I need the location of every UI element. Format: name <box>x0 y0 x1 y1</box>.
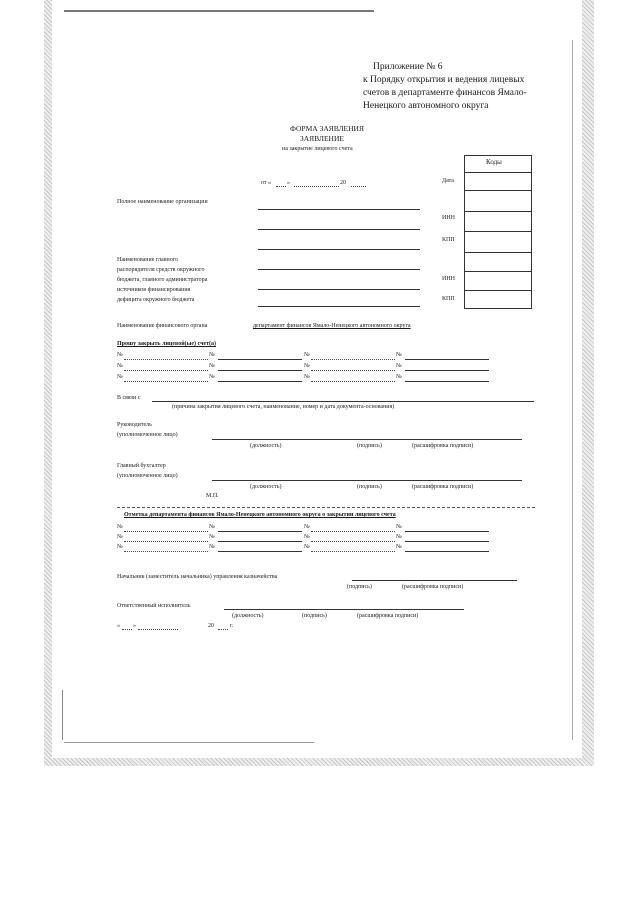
executor-signature-line[interactable] <box>224 609 464 610</box>
account-num-label: № <box>396 352 402 358</box>
treasury-caption-decoding: (расшифровка подписи) <box>402 584 464 590</box>
manager-label-2: распорядителя средств окружного <box>117 267 205 273</box>
account-num-label: № <box>209 374 215 380</box>
account-field[interactable] <box>405 381 489 382</box>
head-caption-signature: (подпись) <box>357 443 382 449</box>
account-field[interactable] <box>311 381 395 382</box>
request-title: Прошу закрыть лицевой(ые) счет(а) <box>117 341 217 347</box>
account-field[interactable] <box>405 370 489 371</box>
form-subtitle: ЗАЯВЛЕНИЕ <box>300 134 344 143</box>
mark-num-label: № <box>304 524 310 530</box>
account-field[interactable] <box>218 370 302 371</box>
accountant-signature-line[interactable] <box>212 480 522 481</box>
mark-field[interactable] <box>218 551 302 552</box>
account-num-label: № <box>304 363 310 369</box>
appendix-line-1: к Порядку открытия и ведения лицевых <box>363 75 525 85</box>
account-num-label: № <box>117 352 123 358</box>
head-signature-line[interactable] <box>212 439 522 440</box>
reason-field[interactable] <box>152 401 534 402</box>
head-caption-decoding: (расшифровка подписи) <box>412 443 474 449</box>
treasury-caption-signature: (подпись) <box>347 584 372 590</box>
kpp-code-label-2: КПП <box>442 296 455 302</box>
account-num-label: № <box>304 374 310 380</box>
manager-label-4: источников финансирования <box>117 287 191 293</box>
account-field[interactable] <box>311 359 395 360</box>
date-year: 20 <box>340 180 346 186</box>
executor-date-prefix: « <box>117 623 120 629</box>
mark-num-label: № <box>396 534 402 540</box>
account-num-label: № <box>209 352 215 358</box>
mark-num-label: № <box>209 524 215 530</box>
mark-num-label: № <box>117 544 123 550</box>
executor-caption-decoding: (расшифровка подписи) <box>357 613 419 619</box>
head-label-2: (уполномоченное лицо) <box>117 432 178 438</box>
mark-field[interactable] <box>124 531 208 532</box>
org-field-line-1[interactable] <box>258 209 420 210</box>
org-label: Полное наименование организации <box>117 199 208 205</box>
executor-date-suffix: г. <box>230 623 234 629</box>
kpp-code-label: КПП <box>442 237 455 243</box>
manager-label-5: дефицита окружного бюджета <box>117 297 195 303</box>
account-field[interactable] <box>124 381 208 382</box>
codes-header: Коды <box>486 158 502 166</box>
manager-field-line-3[interactable] <box>258 306 420 307</box>
treasury-signature-line[interactable] <box>352 580 517 581</box>
codes-table <box>464 155 532 309</box>
accountant-label-1: Главный бухгалтер <box>117 463 166 469</box>
appendix-line-3: Ненецкого автономного округа <box>363 101 489 111</box>
mark-field[interactable] <box>124 551 208 552</box>
date-mid: » <box>287 180 290 186</box>
mark-num-label: № <box>117 524 123 530</box>
bottom-edge <box>64 742 314 743</box>
mark-num-label: № <box>304 544 310 550</box>
mark-field[interactable] <box>405 541 489 542</box>
mark-num-label: № <box>396 544 402 550</box>
treasury-label: Начальник (заместитель начальника) управления казначейства <box>117 574 278 580</box>
form-title: ФОРМА ЗАЯВЛЕНИЯ <box>290 124 364 133</box>
account-field[interactable] <box>218 359 302 360</box>
reason-caption: (причина закрытия лицевого счета, наименование, номер и дата документа-основания) <box>172 404 395 410</box>
account-num-label: № <box>396 363 402 369</box>
mark-title: Отметка департамента финансов Ямало-Ненецкого автономного округа о закрытии лицевого счета <box>124 512 396 518</box>
manager-label-1: Наименование главного <box>117 257 179 263</box>
account-field[interactable] <box>405 359 489 360</box>
accountant-label-2: (уполномоченное лицо) <box>117 473 178 479</box>
mark-num-label: № <box>396 524 402 530</box>
fin-org-value: департамент финансов Ямало-Ненецкого автономного округа <box>253 323 411 329</box>
mark-num-label: № <box>209 534 215 540</box>
mark-separator <box>117 507 535 508</box>
top-edge <box>64 10 374 12</box>
executor-caption-signature: (подпись) <box>302 613 327 619</box>
mark-num-label: № <box>304 534 310 540</box>
executor-date-mid: » <box>133 623 136 629</box>
mark-field[interactable] <box>405 551 489 552</box>
date-code-label: Дата <box>442 178 454 184</box>
org-field-line-3[interactable] <box>258 249 420 250</box>
mark-field[interactable] <box>124 541 208 542</box>
date-prefix: от « <box>261 180 272 186</box>
account-field[interactable] <box>311 370 395 371</box>
account-field[interactable] <box>218 381 302 382</box>
accountant-caption-signature: (подпись) <box>357 484 382 490</box>
appendix-number: Приложение № 6 <box>373 62 443 72</box>
head-caption-position: (должность) <box>250 443 282 449</box>
mark-num-label: № <box>209 544 215 550</box>
account-num-label: № <box>117 374 123 380</box>
account-num-label: № <box>396 374 402 380</box>
stamp-place: М.П. <box>206 493 219 499</box>
head-label-1: Руководитель <box>117 422 152 428</box>
document-page <box>52 0 582 758</box>
accountant-caption-decoding: (расшифровка подписи) <box>412 484 474 490</box>
form-purpose: на закрытие лицевого счета <box>282 146 353 152</box>
account-field[interactable] <box>124 370 208 371</box>
manager-field-line-1[interactable] <box>258 269 420 270</box>
mark-field[interactable] <box>218 531 302 532</box>
mark-field[interactable] <box>405 531 489 532</box>
executor-label: Ответственный исполнитель <box>117 603 191 609</box>
manager-label-3: бюджета, главного администратора <box>117 277 208 283</box>
manager-field-line-2[interactable] <box>258 289 420 290</box>
mark-num-label: № <box>117 534 123 540</box>
account-field[interactable] <box>124 359 208 360</box>
inn-code-label: ИНН <box>442 215 455 221</box>
reason-label: В связи с <box>117 395 141 401</box>
account-num-label: № <box>209 363 215 369</box>
mark-field[interactable] <box>311 541 395 542</box>
mark-field[interactable] <box>311 531 395 532</box>
mark-field[interactable] <box>311 551 395 552</box>
executor-caption-position: (должность) <box>232 613 264 619</box>
left-edge-mark <box>62 690 63 740</box>
mark-field[interactable] <box>218 541 302 542</box>
account-num-label: № <box>117 363 123 369</box>
appendix-line-2: счетов в департаменте финансов Ямало- <box>363 88 527 98</box>
inn-code-label-2: ИНН <box>442 276 455 282</box>
right-edge <box>572 40 573 740</box>
org-field-line-2[interactable] <box>258 229 420 230</box>
fin-org-label: Наименование финансового органа <box>117 323 208 329</box>
account-num-label: № <box>304 352 310 358</box>
executor-date-year: 20 <box>208 623 214 629</box>
accountant-caption-position: (должность) <box>250 484 282 490</box>
